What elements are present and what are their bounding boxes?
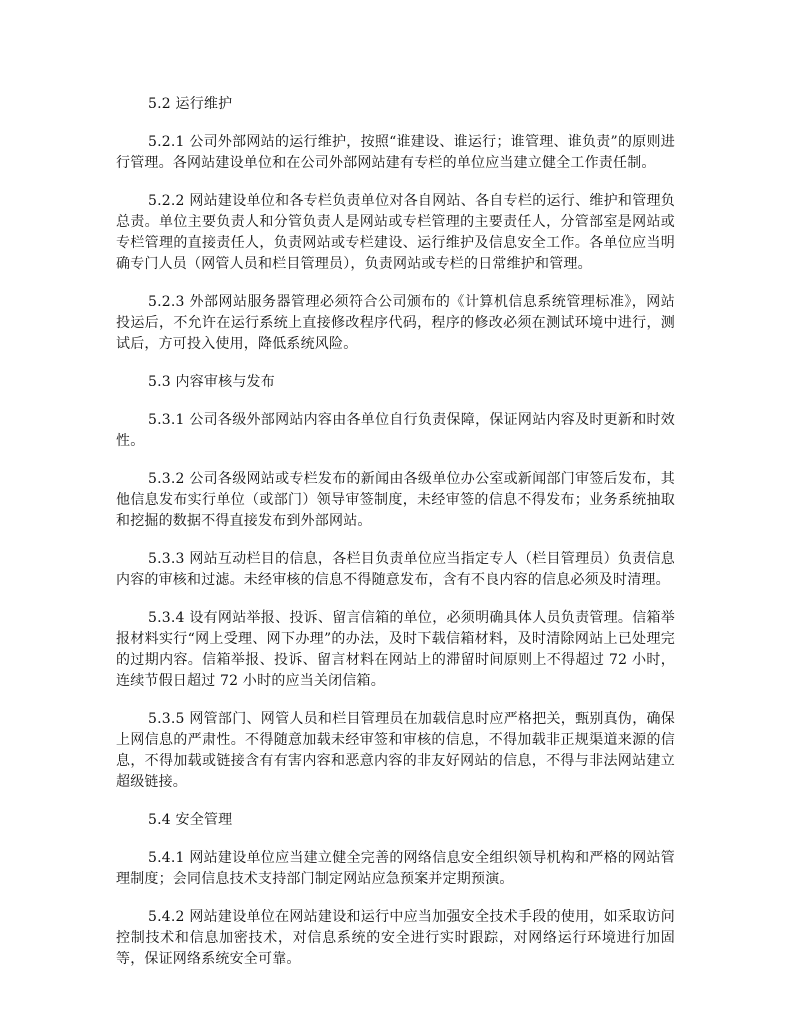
paragraph-5-3-1: 5.3.1 公司各级外部网站内容由各单位自行负责保障，保证网站内容及时更新和时效性。 <box>116 412 675 449</box>
paragraph-5-3-2: 5.3.2 公司各级网站或专栏发布的新闻由各级单位办公室或新闻部门审签后发布，其他信息发布实行单位（或部门）领导审签制度，未经审签的信息不得发布；业务系统抽取和挖掘的数据不得直接发布到外部网站。 <box>116 471 675 529</box>
paragraph-5-2-1: 5.2.1 公司外部网站的运行维护，按照“谁建设、谁运行；谁管理、谁负责”的原则进行管理。各网站建设单位和在公司外部网站建有专栏的单位应当建立健全工作责任制。 <box>116 134 675 171</box>
section-heading-5-3: 5.3 内容审核与发布 <box>148 374 275 390</box>
paragraph-5-2-3: 5.2.3 外部网站服务器管理必须符合公司颁布的《计算机信息系统管理标准》，网站投运后，不允许在运行系统上直接修改程序代码，程序的修改必须在测试环境中进行，测试后，方可投入使用，降低系统风险。 <box>116 294 675 352</box>
paragraph-5-4-2: 5.4.2 网站建设单位在网站建设和运行中应当加强安全技术手段的使用，如采取访问控制技术和信息加密技术，对信息系统的安全进行实时跟踪，对网络运行环境进行加固等，保证网络系统安全可靠。 <box>116 909 675 967</box>
paragraph-5-4-1: 5.4.1 网站建设单位应当建立健全完善的网络信息安全组织领导机构和严格的网站管理制度；会同信息技术支持部门制定网站应急预案并定期预演。 <box>116 850 675 887</box>
section-heading-5-4: 5.4 安全管理 <box>148 812 233 828</box>
paragraph-5-3-3: 5.3.3 网站互动栏目的信息，各栏目负责单位应当指定专人（栏目管理员）负责信息内容的审核和过滤。未经审核的信息不得随意发布，含有不良内容的信息必须及时清理。 <box>116 551 675 588</box>
paragraph-5-2-2: 5.2.2 网站建设单位和各专栏负责单位对各自网站、各自专栏的运行、维护和管理负总责。单位主要负责人和分管负责人是网站或专栏管理的主要责任人，分管部室是网站或专栏管理的直接责任人，负责网站或专栏建设、运行维护及信息安全工作。各单位应当明确专门人员（网管人员和栏目管理员），负责网站或专栏的日常维护和管理。 <box>116 193 675 272</box>
section-heading-5-2: 5.2 运行维护 <box>148 96 233 112</box>
paragraph-5-3-4: 5.3.4 设有网站举报、投诉、留言信箱的单位，必须明确具体人员负责管理。信箱举报材料实行“网上受理、网下办理”的办法，及时下载信箱材料，及时清除网站上已处理完的过期内容。信箱举报、投诉、留言材料在网站上的滞留时间原则上不得超过 72 小时，连续节假日超过 72 小时的应当关闭信箱。 <box>116 610 675 689</box>
paragraph-5-3-5: 5.3.5 网管部门、网管人员和栏目管理员在加载信息时应严格把关，甄别真伪，确保上网信息的严肃性。不得随意加载未经审签和审核的信息，不得加载非正规渠道来源的信息，不得加载或链接含有有害内容和恶意内容的非友好网站的信息，不得与非法网站建立超级链接。 <box>116 711 675 790</box>
